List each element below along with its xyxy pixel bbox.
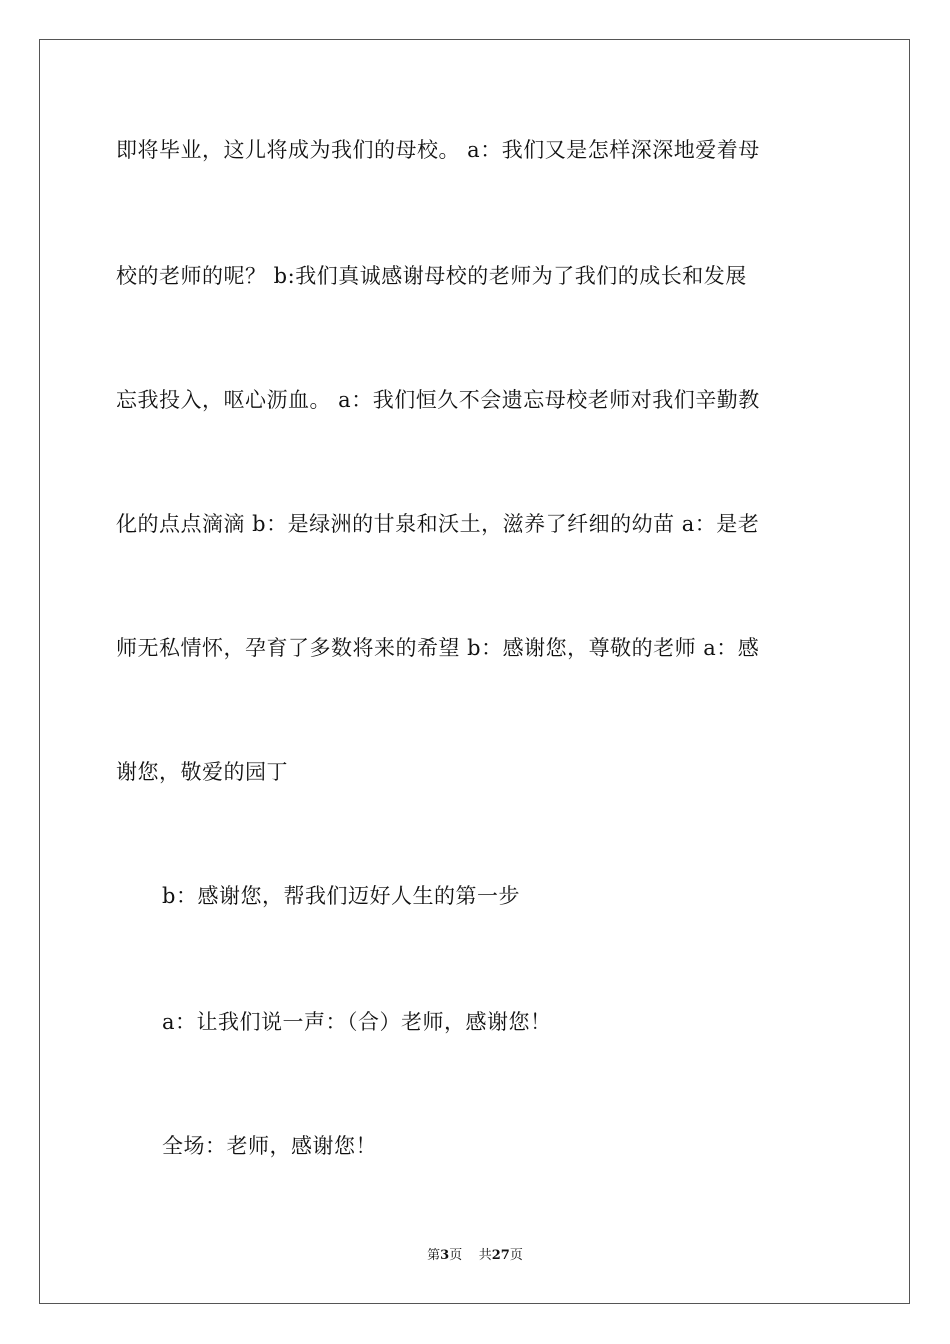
footer-page-prefix: 第 bbox=[427, 1248, 441, 1263]
body-text-line-7: b：感谢您，帮我们迈好人生的第一步 bbox=[162, 884, 520, 908]
footer-total-prefix: 共 bbox=[478, 1248, 492, 1263]
footer-page-suffix: 页 bbox=[449, 1248, 463, 1263]
body-text-line-5: 师无私情怀，孕育了多数将来的希望 b：感谢您，尊敬的老师 a：感 bbox=[116, 636, 760, 660]
page-footer bbox=[0, 1247, 950, 1265]
body-text-line-8: a：让我们说一声：（合）老师，感谢您！ bbox=[162, 1010, 552, 1034]
footer-total-pages: 27 bbox=[491, 1248, 510, 1263]
body-text-line-4: 化的点点滴滴 b：是绿洲的甘泉和沃土，滋养了纤细的幼苗 a：是老 bbox=[116, 512, 760, 536]
footer-page-number: 3 bbox=[440, 1248, 450, 1263]
body-text-line-9: 全场：老师，感谢您！ bbox=[162, 1134, 377, 1158]
footer-total-suffix: 页 bbox=[509, 1248, 523, 1263]
body-text-line-3: 忘我投入，呕心沥血。 a：我们恒久不会遗忘母校老师对我们辛勤教 bbox=[116, 388, 760, 412]
page-frame bbox=[39, 39, 910, 1304]
body-text-line-6: 谢您，敬爱的园丁 bbox=[116, 760, 288, 784]
body-text-line-2: 校的老师的呢？ b:我们真诚感谢母校的老师为了我们的成长和发展 bbox=[116, 264, 747, 288]
body-text-line-1: 即将毕业，这儿将成为我们的母校。 a：我们又是怎样深深地爱着母 bbox=[116, 138, 760, 162]
